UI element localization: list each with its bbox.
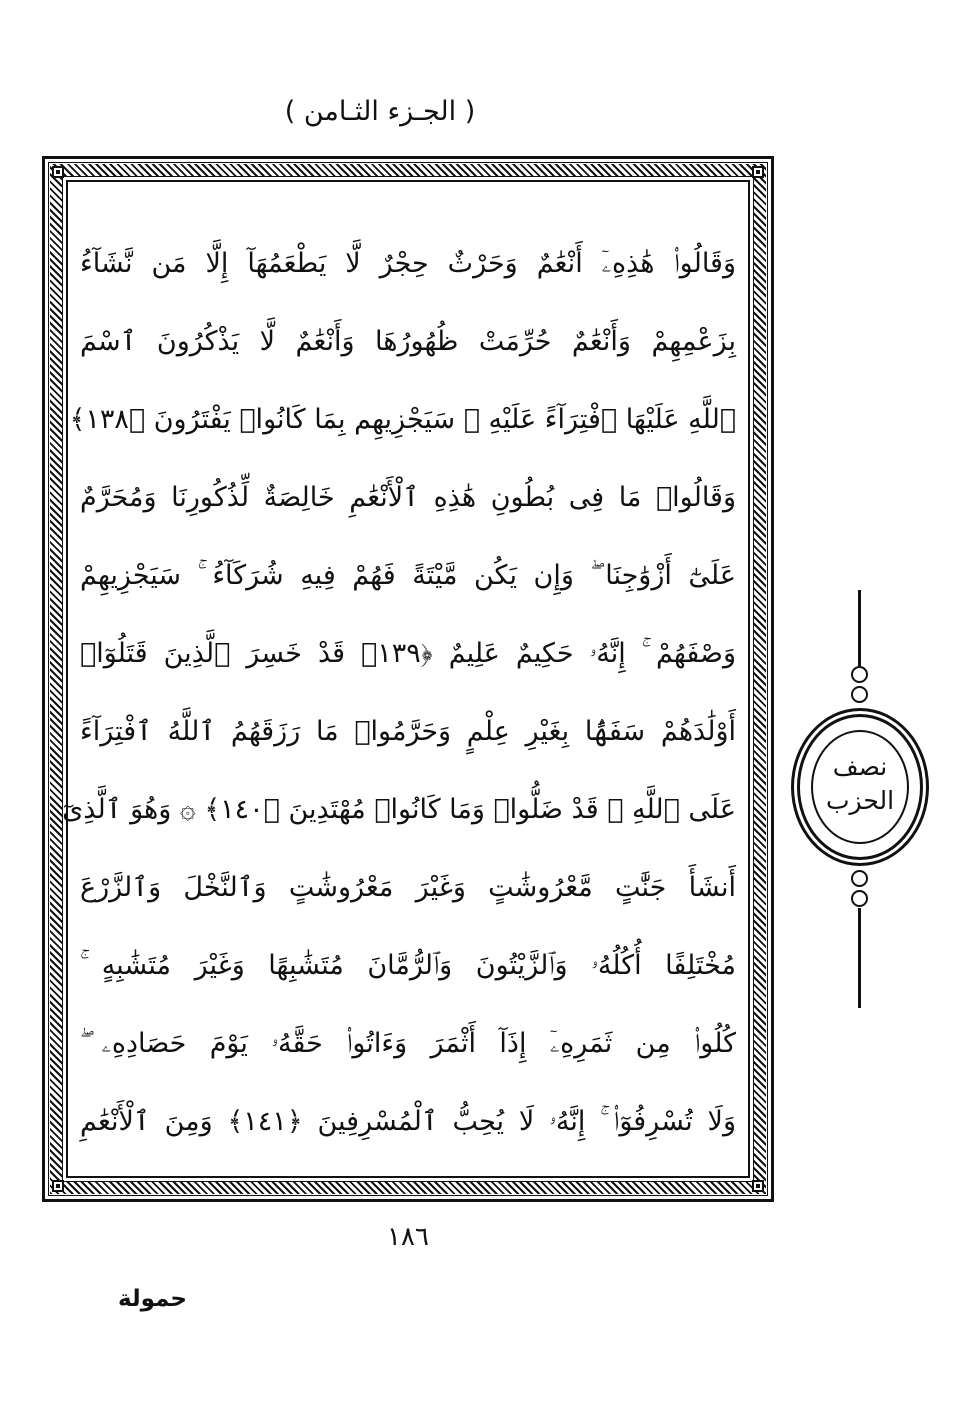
frame-corner-ornament [52, 166, 64, 178]
verse-line: وَصْفَهُمْ ۚ إِنَّهُۥ حَكِيمٌ عَلِيمٌ ﴿١٣٩﴾ قَدْ خَسِرَ ٱلَّذِينَ قَتَلُوٓا۟ [80, 638, 736, 669]
marker-stem-top [858, 590, 861, 668]
marker-finial-icon [851, 686, 868, 703]
verse-line: وَقَالُوا۟ مَا فِى بُطُونِ هَٰذِهِ ٱلْأَنْعَٰمِ خَالِصَةٌ لِّذُكُورِنَا وَمُحَرَّمٌ [80, 482, 736, 513]
frame-corner-ornament [52, 1180, 64, 1192]
verse-line: مُخْتَلِفًا أُكُلُهُۥ وَٱلزَّيْتُونَ وَٱلرُّمَّانَ مُتَشَٰبِهًا وَغَيْرَ مُتَشَٰبِهٍ ۚ [80, 950, 736, 981]
marker-label-line: نصف [832, 752, 888, 781]
frame-corner-ornament [752, 1180, 764, 1192]
verse-line: بِزَعْمِهِمْ وَأَنْعَٰمٌ حُرِّمَتْ ظُهُورُهَا وَأَنْعَٰمٌ لَّا يَذْكُرُونَ ٱسْمَ [80, 326, 736, 357]
verse-line: أَنشَأَ جَنَّٰتٍ مَّعْرُوشَٰتٍ وَغَيْرَ مَعْرُوشَٰتٍ وَٱلنَّخْلَ وَٱلزَّرْعَ [80, 872, 736, 903]
verse-line: ٱللَّهِ عَلَيْهَا ٱفْتِرَآءً عَلَيْهِ ۚ سَيَجْزِيهِم بِمَا كَانُوا۟ يَفْتَرُونَ ﴿١٣٨﴾ [69, 404, 736, 435]
marker-finial-icon [851, 870, 868, 887]
verse-line: عَلَىٰٓ أَزْوَٰجِنَا ۖ وَإِن يَكُن مَّيْتَةً فَهُمْ فِيهِ شُرَكَآءُ ۚ سَيَجْزِيهِمْ [80, 560, 736, 591]
marker-stem-bottom [858, 908, 861, 1008]
marker-label [811, 750, 909, 818]
marker-finial-icon [851, 890, 868, 907]
verse-text-block [62, 222, 736, 1158]
verse-line: وَلَا تُسْرِفُوٓا۟ ۚ إِنَّهُۥ لَا يُحِبُّ ٱلْمُسْرِفِينَ ﴿١٤١﴾ وَمِنَ ٱلْأَنْعَٰمِ [80, 1106, 736, 1137]
verse-line: عَلَى ٱللَّهِ ۚ قَدْ ضَلُّوا۟ وَمَا كَانُوا۟ مُهْتَدِينَ ﴿١٤٠﴾ ۞ وَهُوَ ٱلَّذِىٓ [62, 794, 736, 825]
frame-corner-ornament [752, 166, 764, 178]
marker-label-line: الحزب [825, 786, 895, 815]
page-number: ١٨٦ [387, 1222, 429, 1252]
hizb-marker [785, 590, 935, 1010]
verse-line: كُلُوا۟ مِن ثَمَرِهِۦٓ إِذَآ أَثْمَرَ وَءَاتُوا۟ حَقَّهُۥ يَوْمَ حَصَادِهِۦ ۖ [80, 1028, 736, 1059]
publisher-mark: حمولة [118, 1286, 187, 1312]
running-header: ( الجـزء الثـامن ) [284, 96, 476, 127]
marker-finial-icon [851, 666, 868, 683]
verse-line: أَوْلَٰدَهُمْ سَفَهًۢا بِغَيْرِ عِلْمٍ وَحَرَّمُوا۟ مَا رَزَقَهُمُ ٱللَّهُ ٱفْتِرَآءً [80, 716, 736, 747]
verse-line: وَقَالُوا۟ هَٰذِهِۦٓ أَنْعَٰمٌ وَحَرْثٌ حِجْرٌ لَّا يَطْعَمُهَآ إِلَّا مَن نَّشَآءُ [80, 248, 736, 279]
